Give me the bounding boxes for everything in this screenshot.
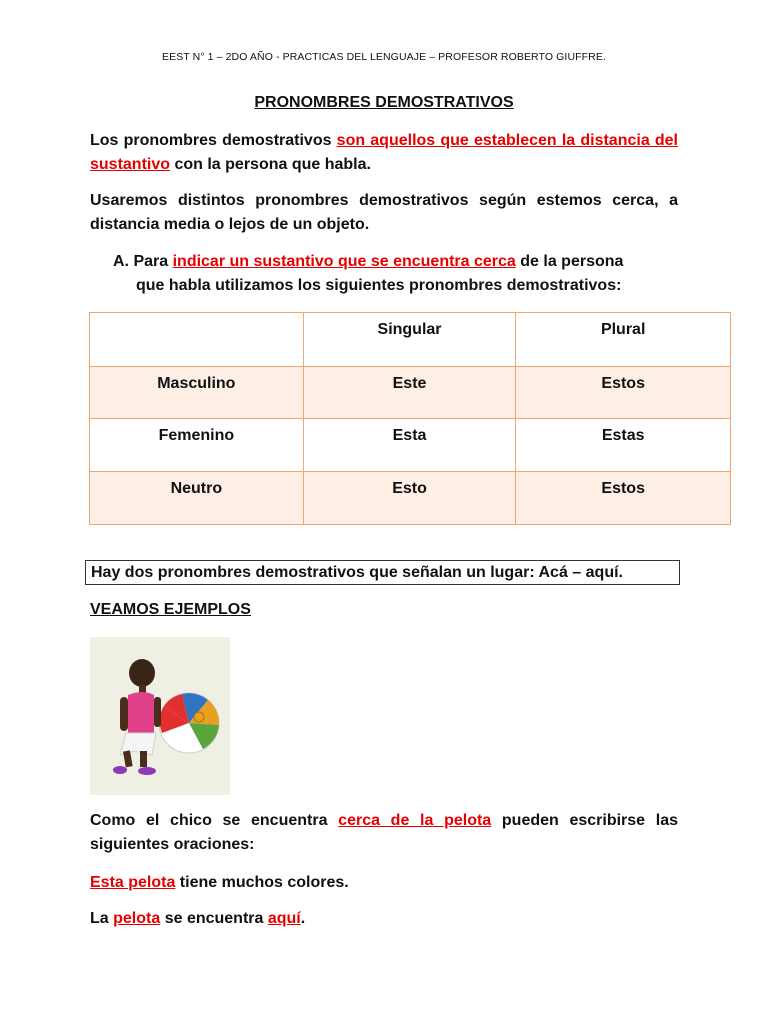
table-header-cell: Singular [303, 313, 516, 367]
sentence-text: La [90, 910, 114, 927]
table-header-cell [90, 313, 304, 367]
table-header-row [90, 313, 731, 367]
list-item-a [113, 250, 683, 298]
highlighted-text: pelota [113, 910, 161, 927]
examples-heading: VEAMOS EJEMPLOS [90, 601, 251, 618]
beach-ball-icon [159, 693, 219, 753]
highlighted-text: aquí [267, 910, 301, 927]
table-row [90, 419, 731, 472]
sentence-text: tiene muchos colores. [175, 874, 349, 891]
table-header-cell: Plural [516, 313, 731, 367]
table-cell: Estas [516, 419, 731, 472]
paragraph-text: pueden escribirse las siguientes oraciones: [90, 812, 679, 853]
boxed-note: Hay dos pronombres demostrativos que señalan un lugar: Acá – aquí. [85, 560, 680, 585]
example-sentence-2 [90, 907, 678, 931]
paragraph-usage: Usaremos distintos pronombres demostrativos según estemos cerca, a distancia media o lejos de un objeto. [90, 192, 678, 233]
table-cell: Estos [516, 367, 731, 419]
highlighted-text: indicar un sustantivo que se encuentra cerca [172, 253, 516, 270]
table-cell: Esta [303, 419, 516, 472]
list-item-continuation: que habla utilizamos los siguientes pronombres demostrativos: [136, 277, 622, 294]
table-cell: Femenino [90, 419, 304, 472]
table-cell: Neutro [90, 472, 304, 525]
document-title: PRONOMBRES DEMOSTRATIVOS [254, 94, 514, 111]
table-cell: Masculino [90, 367, 304, 419]
paragraph-text: Los pronombres demostrativos [90, 132, 337, 149]
sentence-text: . [300, 910, 306, 927]
document-header: EEST N° 1 – 2DO AÑO - PRACTICAS DEL LENGUAJE – PROFESOR ROBERTO GIUFFRE. [162, 51, 606, 63]
paragraph-example [90, 809, 678, 857]
pronouns-table [89, 312, 731, 525]
table-cell: Estos [516, 472, 731, 525]
list-item-text: A. Para [113, 253, 173, 270]
highlighted-text: son aquellos que establecen la distancia del sustantivo [90, 132, 679, 173]
highlighted-text: Esta pelota [90, 874, 176, 891]
paragraph-text: con la persona que habla. [170, 156, 371, 173]
example-sentence-1 [90, 871, 678, 895]
list-item-text: de la persona [515, 253, 624, 270]
highlighted-text: cerca de la pelota [338, 812, 492, 829]
paragraph-definition [90, 129, 678, 177]
table-row [90, 472, 731, 525]
table-row [90, 367, 731, 419]
sentence-text: se encuentra [160, 910, 268, 927]
boy-with-beach-ball-illustration [90, 637, 230, 795]
table-cell: Este [303, 367, 516, 419]
paragraph-text: Como el chico se encuentra [90, 812, 339, 829]
table-cell: Esto [303, 472, 516, 525]
illustration-svg [90, 637, 230, 795]
